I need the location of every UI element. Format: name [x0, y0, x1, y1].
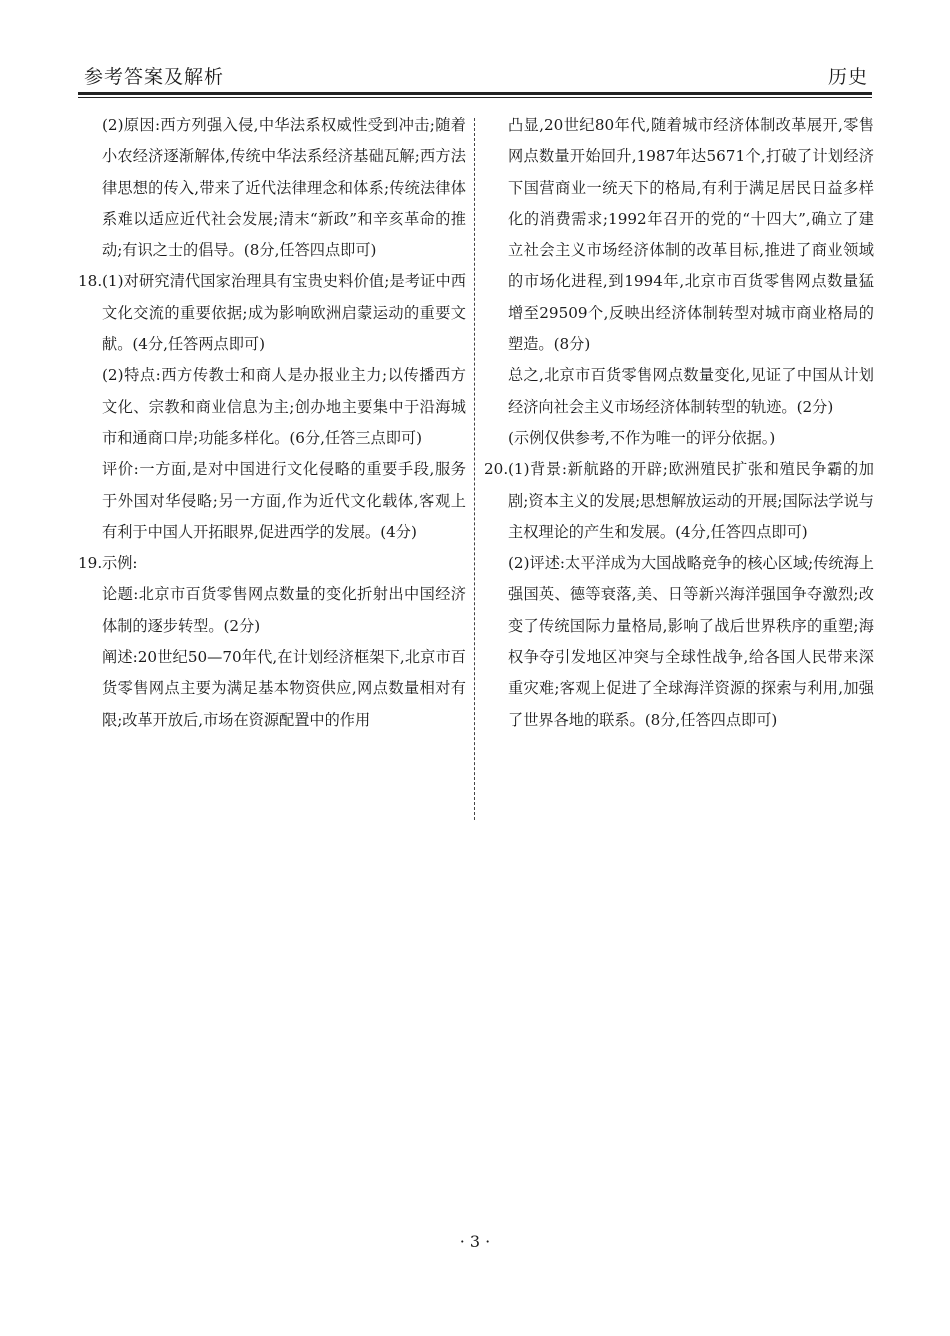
header-rule-thick	[78, 92, 872, 95]
page-number: · 3 ·	[459, 1232, 491, 1251]
q17-part2: (2)原因:西方列强入侵,中华法系权威性受到冲击;随着小农经济逐渐解体,传统中华法系经济基础瓦解;西方法律思想的传入,带来了近代法律理念和体系;传统法律体系难以适应近代社会发展;清末“新政”和辛亥革命的推动;有识之士的倡导。(8分,任答四点即可)	[102, 116, 466, 260]
q19-label	[78, 548, 466, 579]
q18-number: 18.	[78, 272, 103, 291]
q19-explanation-part1: 阐述:20世纪50—70年代,在计划经济框架下,北京市百货零售网点主要为满足基本物资供应,网点数量相对有限;改革开放后,市场在资源配置中的作用	[102, 648, 466, 729]
q19-explanation-part2: 凸显,20世纪80年代,随着城市经济体制改革展开,零售网点数量开始回升,1987年达5671个,打破了计划经济下国营商业一统天下的格局,有利于满足居民日益多样化的消费需求;1992年召开的党的“十四大”,确立了建立社会主义市场经济体制的改革目标,推进了商业领域的市场化进程,到1994年,北京市百货零售网点数量猛增至29509个,反映出经济体制转型对城市商业格局的塑造。(8分)	[508, 116, 874, 354]
q20-part2: (2)评述:太平洋成为大国战略竞争的核心区域;传统海上强国英、德等衰落,美、日等新兴海洋强国争夺激烈;改变了传统国际力量格局,影响了战后世界秩序的重塑;海权争夺引发地区冲突与全球性战争,给各国人民带来深重灾难;客观上促进了全球海洋资源的探索与利用,加强了世界各地的联系。(8分,任答四点即可)	[508, 554, 874, 729]
q19-number: 19.	[78, 554, 103, 573]
q20-part1-text: (1)背景:新航路的开辟;欧洲殖民扩张和殖民争霸的加剧;资本主义的发展;思想解放运动的开展;国际法学说与主权理论的产生和发展。(4分,任答四点即可)	[508, 460, 874, 541]
left-column	[78, 110, 466, 736]
q19-summary: 总之,北京市百货零售网点数量变化,见证了中国从计划经济向社会主义市场经济体制转型的轨迹。(2分)	[508, 366, 874, 416]
q20-number: 20.	[484, 460, 509, 479]
page-header	[78, 60, 872, 92]
header-rule-thin	[78, 97, 872, 98]
q19-topic: 论题:北京市百货零售网点数量的变化折射出中国经济体制的逐步转型。(2分)	[102, 585, 466, 635]
q18-part2: (2)特点:西方传教士和商人是办报业主力;以传播西方文化、宗教和商业信息为主;创办地主要集中于沿海城市和通商口岸;功能多样化。(6分,任答三点即可)	[102, 366, 466, 447]
q18-evaluation: 评价:一方面,是对中国进行文化侵略的重要手段,服务于外国对华侵略;另一方面,作为近代文化载体,客观上有利于中国人开拓眼界,促进西学的发展。(4分)	[102, 460, 466, 541]
q19-note: (示例仅供参考,不作为唯一的评分依据。)	[508, 428, 776, 447]
header-title: 参考答案及解析	[84, 66, 225, 88]
q19-label-text: 示例:	[102, 554, 138, 573]
right-column	[484, 110, 874, 736]
q18-part1	[78, 266, 466, 360]
header-subject: 历史	[827, 66, 868, 88]
column-divider	[474, 118, 475, 820]
q18-part1-text: (1)对研究清代国家治理具有宝贵史料价值;是考证中西文化交流的重要依据;成为影响欧洲启蒙运动的重要文献。(4分,任答两点即可)	[102, 272, 466, 354]
q20-part1	[484, 454, 874, 548]
